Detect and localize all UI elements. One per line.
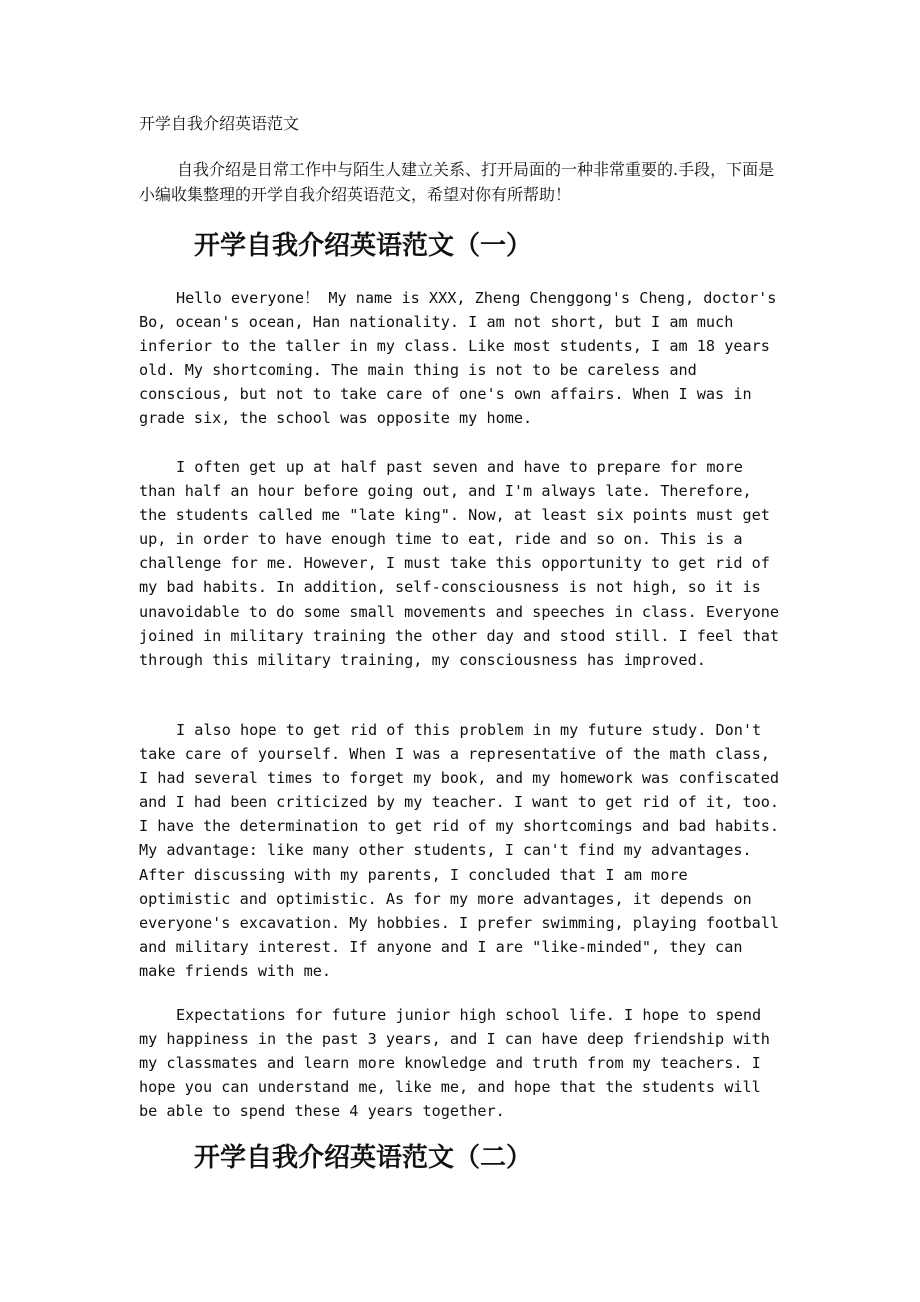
section-heading-1: 开学自我介绍英语范文（一） <box>194 231 533 261</box>
intro-paragraph: 自我介绍是日常工作中与陌生人建立关系、打开局面的一种非常重要的.手段，下面是小编收集整理的开学自我介绍英语范文，希望对你有所帮助！ <box>139 160 775 204</box>
body-paragraph-1: Hello everyone！ My name is XXX, Zheng Chenggong's Cheng, doctor's Bo, ocean's ocean, Han nationality. I am not short, but I am much inferior to the taller in my class. Like most students, I am 18 years old. My shortcoming. The main thing is not to be careless and conscious, but not to take care of one's own affairs. When I was in grade six, the school was opposite my home. <box>139 289 777 428</box>
section-heading-2: 开学自我介绍英语范文（二） <box>194 1143 533 1173</box>
body-paragraph-2: I often get up at half past seven and have to prepare for more than half an hour before going out, and I'm always late. Therefore, the students called me "late king". Now, at least six points must get up, in order to have enough time to eat, ride and so on. This is a challenge for me. However, I must take this opportunity to get rid of my bad habits. In addition, self-consciousness is not high, so it is unavoidable to do some small movements and speeches in class. Everyone joined in military training the other day and stood still. I feel that through this military training, my consciousness has improved. <box>139 458 780 669</box>
document-title: 开学自我介绍英语范文 <box>139 114 300 133</box>
body-paragraph-3: I also hope to get rid of this problem in my future study. Don't take care of yourself. When I was a representative of the math class, I had several times to forget my book, and my homework was confiscated and I had been criticized by my teacher. I want to get rid of it, too. I have the determination to get rid of my shortcomings and bad habits. My advantage: like many other students, I can't find my advantages. After discussing with my parents, I concluded that I am more optimistic and optimistic. As for my more advantages, it depends on everyone's excavation. My hobbies. I prefer swimming, playing football and military interest. If anyone and I are "like-minded", they can make friends with me. <box>139 721 780 980</box>
body-paragraph-4: Expectations for future junior high school life. I hope to spend my happiness in the past 3 years, and I can have deep friendship with my classmates and learn more knowledge and truth from my teachers. I hope you can understand me, like me, and hope that the students will be able to spend these 4 years together. <box>139 1006 770 1121</box>
